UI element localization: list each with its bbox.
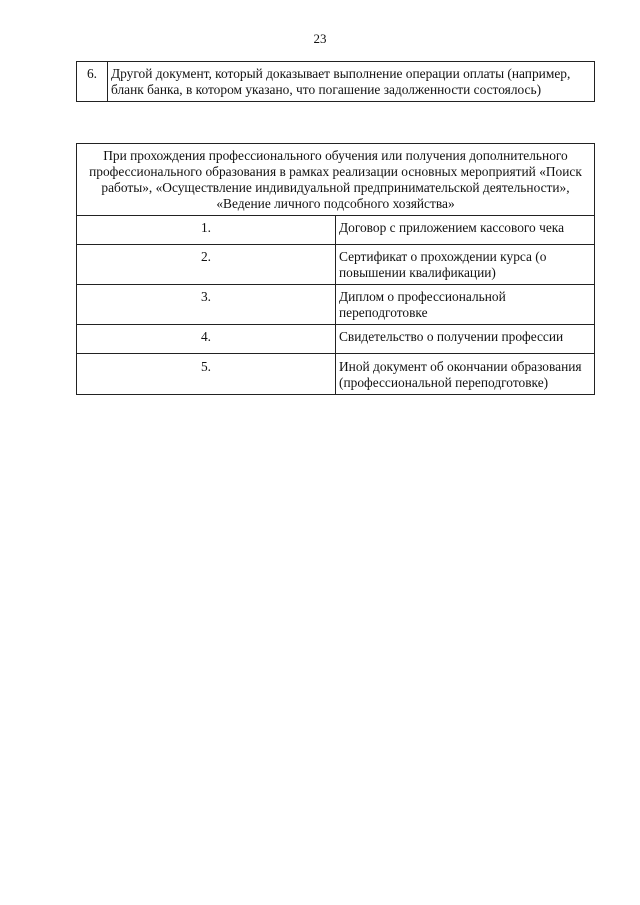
row-number: 3. (77, 285, 336, 325)
table-header-row (77, 144, 595, 216)
row-text: Свидетельство о получении профессии (336, 325, 595, 354)
table-row (77, 285, 595, 325)
row-text: Иной документ об окончании образования (профессиональной переподготовке) (336, 354, 595, 395)
table-row (77, 354, 595, 395)
row-text: Сертификат о прохождении курса (о повышении квалификации) (336, 245, 595, 285)
document-table-training (76, 143, 595, 395)
row-text: Другой документ, который доказывает выполнение операции оплаты (например, бланк банка, в котором указано, что погашение задолженности состоялось) (108, 62, 595, 102)
page-number: 23 (313, 31, 327, 46)
row-number: 1. (77, 216, 336, 245)
table-row (77, 216, 595, 245)
table-row (77, 62, 595, 102)
row-number: 6. (77, 62, 108, 102)
table-row (77, 245, 595, 285)
table-section-header: При прохождения профессионального обучения или получения дополнительного профессионального образования в рамках реализации основных мероприятий «Поиск работы», «Осуществление индивидуальной предпринимательской деятельности», «Ведение личного подсобного хозяйства» (77, 144, 595, 216)
row-number: 5. (77, 354, 336, 395)
row-text: Договор с приложением кассового чека (336, 216, 595, 245)
document-table-continuation (76, 61, 595, 102)
row-text: Диплом о профессиональной переподготовке (336, 285, 595, 325)
table-row (77, 325, 595, 354)
row-number: 4. (77, 325, 336, 354)
row-number: 2. (77, 245, 336, 285)
